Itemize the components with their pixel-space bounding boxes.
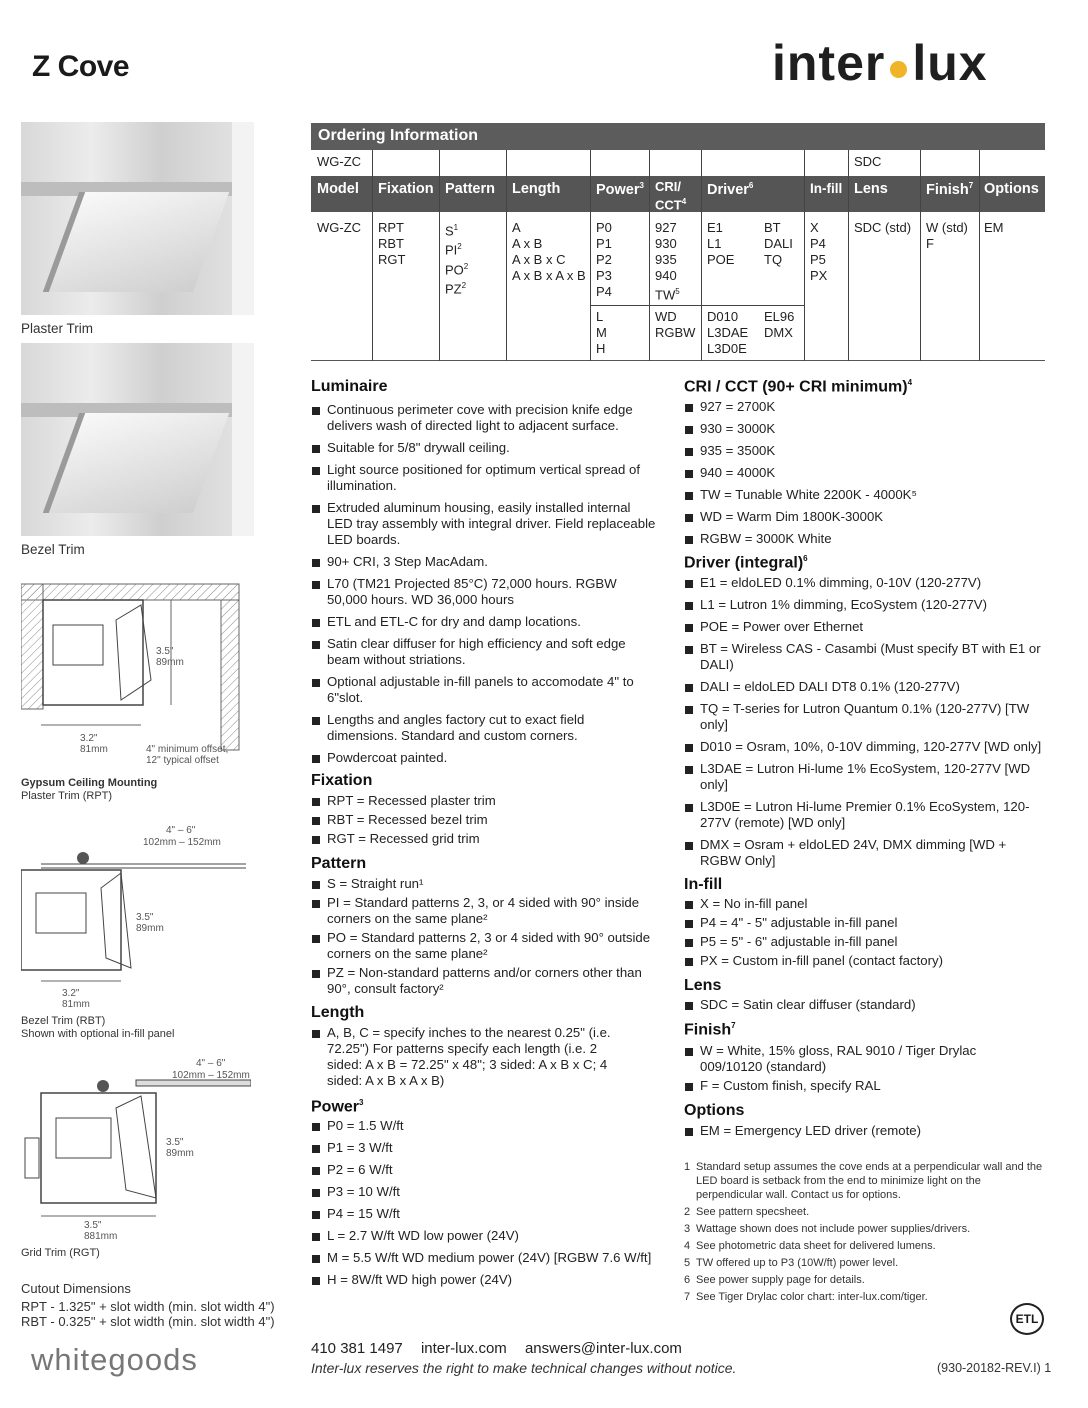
d2-top: 4" – 6": [166, 825, 196, 836]
col-driver-b: BT DALI TQ: [764, 220, 793, 267]
fixation-item: RGT = Recessed grid trim: [311, 831, 656, 847]
col-cri-low: WD RGBW: [655, 309, 696, 340]
d3-title: Grid Trim (RGT): [21, 1247, 100, 1259]
lens-prefix: SDC: [854, 154, 882, 169]
col-options: EM: [984, 220, 1004, 235]
pattern-item: PI = Standard patterns 2, 3, or 4 sided with 90° inside corners on the same plane²: [311, 895, 656, 927]
footnote-item: 2 See pattern specsheet.: [684, 1206, 810, 1218]
pattern-list: [311, 876, 656, 1000]
col-cri: 927 930 935 940 $TW^5$: [655, 220, 680, 303]
grid-trim-diagram: [21, 1078, 251, 1218]
driver-item: E1 = eldoLED 0.1% dimming, 0-10V (120-277V): [684, 575, 1049, 591]
luminaire-title: Luminaire: [311, 378, 388, 395]
lens-title: Lens: [684, 977, 722, 994]
pattern-item: PO = Standard patterns 2, 3 or 4 sided with 90° outside corners on the same plane²: [311, 930, 656, 962]
hdr-driver: Driver$^6$: [707, 181, 754, 198]
power-item: L = 2.7 W/ft WD low power (24V): [311, 1228, 656, 1244]
cri-item: 935 = 3500K: [684, 443, 1044, 459]
disclaimer: Inter-lux reserves the right to make technical changes without notice.: [311, 1360, 737, 1376]
col-model: WG-ZC: [317, 220, 362, 235]
fixation-list: [311, 793, 656, 850]
finish-item: F = Custom finish, specify RAL: [684, 1078, 1004, 1094]
bezel-trim-photo: [21, 343, 254, 536]
footnote-item: 6 See power supply page for details.: [684, 1274, 865, 1286]
finish-list: [684, 1043, 1004, 1097]
hdr-power: Power$^3$: [596, 181, 644, 198]
luminaire-item: Optional adjustable in-fill panels to accomodate 4" to 6"slot.: [311, 674, 656, 706]
logo-right-text: lux: [912, 35, 988, 91]
fixation-item: RPT = Recessed plaster trim: [311, 793, 656, 809]
length-title: Length: [311, 1004, 365, 1021]
power-item: H = 8W/ft WD high power (24V): [311, 1272, 656, 1288]
length-list: [311, 1025, 611, 1092]
luminaire-item: 90+ CRI, 3 Step MacAdam.: [311, 554, 656, 570]
d2-height: 3.5" 89mm: [136, 912, 164, 934]
fixation-title: Fixation: [311, 772, 373, 789]
d1-width: 3.2" 81mm: [80, 733, 108, 755]
length-item: A, B, C = specify inches to the nearest 0.25" (i.e. 72.25") For patterns specify each length (i.e. 2 sided: A x B = 72.25" x 48"; 3 sided: A x B x C; 4 sided: A x B x A x B): [311, 1025, 611, 1089]
driver-item: DALI = eldoLED DALI DT8 0.1% (120-277V): [684, 679, 1049, 695]
driver-title: Driver (integral)$^6$: [684, 554, 808, 572]
col-power-low: L M H: [596, 309, 607, 356]
email-link[interactable]: answers@inter-lux.com: [524, 1340, 682, 1357]
hdr-pattern: Pattern: [445, 181, 495, 197]
d2-title: Bezel Trim (RBT): [21, 1015, 106, 1027]
col-pattern: $S^1$ $PI^2$ $PO^2$ $PZ^2$: [445, 223, 469, 297]
luminaire-item: Extruded aluminum housing, easily installed internal LED tray assembly with integral driver. Field replaceable LED boards.: [311, 500, 656, 548]
plaster-trim-diagram: [21, 580, 243, 770]
contact-line: [311, 1340, 696, 1357]
luminaire-item: L70 (TM21 Projected 85°C) 72,000 hours. RGBW 50,000 hours. WD 36,000 hours: [311, 576, 656, 608]
col-finish: W (std) F: [926, 220, 968, 251]
bezel-trim-caption: Bezel Trim: [21, 542, 85, 557]
luminaire-item: Continuous perimeter cove with precision knife edge delivers wash of directed light to adjacent surface.: [311, 402, 656, 434]
d3-height: 3.5" 89mm: [166, 1137, 194, 1159]
luminaire-item: Satin clear diffuser for high efficiency and soft edge beam without striations.: [311, 636, 656, 668]
phone-number: 410 381 1497: [311, 1340, 403, 1357]
logo-left-text: inter: [772, 35, 886, 91]
power-list: [311, 1118, 656, 1294]
plaster-trim-caption: Plaster Trim: [21, 321, 94, 336]
driver-item: DMX = Osram + eldoLED 24V, DMX dimming [WD + RGBW Only]: [684, 837, 1049, 869]
finish-title: Finish$^7$: [684, 1021, 736, 1039]
model-prefix: WG-ZC: [317, 154, 362, 169]
col-length: A A x B A x B x C A x B x A x B: [512, 220, 586, 283]
col-driver-c: D010 L3DAE L3D0E: [707, 309, 749, 356]
inter-lux-logo: [772, 34, 988, 92]
cri-title: CRI / CCT (90+ CRI minimum)$^4$: [684, 378, 913, 396]
luminaire-item: Lengths and angles factory cut to exact field dimensions. Standard and custom corners.: [311, 712, 656, 744]
luminaire-item: ETL and ETL-C for dry and damp locations.: [311, 614, 656, 630]
whitegoods-brand: whitegoods: [31, 1342, 198, 1377]
col-driver-d: EL96 DMX: [764, 309, 795, 340]
power-item: M = 5.5 W/ft WD medium power (24V) [RGBW 7.6 W/ft]: [311, 1250, 656, 1266]
d1-title: Gypsum Ceiling Mounting: [21, 777, 158, 789]
cri-item: 927 = 2700K: [684, 399, 1044, 415]
col-fixation: RPT RBT RGT: [378, 220, 406, 267]
col-driver-a: E1 L1 POE: [707, 220, 735, 267]
plaster-trim-photo: [21, 122, 254, 315]
document-number: (930-20182-REV.I) 1: [937, 1361, 1052, 1375]
pattern-item: S = Straight run¹: [311, 876, 656, 892]
d3-top: 4" – 6": [196, 1058, 226, 1069]
hdr-length: Length: [512, 181, 561, 197]
driver-item: BT = Wireless CAS - Casambi (Must specify BT with E1 or DALI): [684, 641, 1049, 673]
hdr-cri: CRI/ CCT$^4$: [655, 179, 687, 213]
page-title: Z Cove: [32, 50, 130, 83]
cutout-title: Cutout Dimensions: [21, 1281, 131, 1296]
lens-item: SDC = Satin clear diffuser (standard): [684, 997, 1044, 1013]
power-item: P4 = 15 W/ft: [311, 1206, 656, 1222]
luminaire-item: Powdercoat painted.: [311, 750, 656, 766]
power-item: P1 = 3 W/ft: [311, 1140, 656, 1156]
power-item: P3 = 10 W/ft: [311, 1184, 656, 1200]
lens-list: [684, 997, 1044, 1016]
driver-item: L3DAE = Lutron Hi-lume 1% EcoSystem, 120-277V [WD only]: [684, 761, 1049, 793]
luminaire-item: Suitable for 5/8" drywall ceiling.: [311, 440, 656, 456]
infill-item: PX = Custom in-fill panel (contact factory): [684, 953, 1044, 969]
d2-top-mm: 102mm – 152mm: [143, 837, 221, 848]
driver-list: [684, 575, 1049, 875]
driver-item: L3D0E = Lutron Hi-lume Premier 0.1% EcoSystem, 120-277V (remote) [WD only]: [684, 799, 1049, 831]
power-title: Power$^3$: [311, 1098, 364, 1116]
d2-subtitle: Shown with optional in-fill panel: [21, 1028, 175, 1040]
cri-item: RGBW = 3000K White: [684, 531, 1044, 547]
pattern-item: PZ = Non-standard patterns and/or corners other than 90°, consult factory²: [311, 965, 656, 997]
hdr-infill: In-fill: [810, 181, 843, 196]
options-item: EM = Emergency LED driver (remote): [684, 1123, 1044, 1139]
bezel-trim-diagram: [21, 848, 246, 983]
d1-height: 3.5" 89mm: [156, 646, 184, 668]
hdr-lens: Lens: [854, 181, 888, 197]
fixation-item: RBT = Recessed bezel trim: [311, 812, 656, 828]
hdr-fixation: Fixation: [378, 181, 434, 197]
d3-top-mm: 102mm – 152mm: [172, 1070, 250, 1081]
infill-item: P4 = 4" - 5" adjustable in-fill panel: [684, 915, 1044, 931]
cri-item: TW = Tunable White 2200K - 4000K⁵: [684, 487, 1044, 503]
cri-item: 930 = 3000K: [684, 421, 1044, 437]
hdr-options: Options: [984, 181, 1039, 197]
luminaire-item: Light source positioned for optimum vertical spread of illumination.: [311, 462, 656, 494]
hdr-model: Model: [317, 181, 359, 197]
pattern-title: Pattern: [311, 855, 367, 872]
website-link[interactable]: inter-lux.com: [420, 1340, 507, 1357]
cutout-rpt: RPT - 1.325" + slot width (min. slot width 4"): [21, 1299, 275, 1314]
driver-item: L1 = Lutron 1% dimming, EcoSystem (120-277V): [684, 597, 1049, 613]
infill-item: P5 = 5" - 6" adjustable in-fill panel: [684, 934, 1044, 950]
infill-item: X = No in-fill panel: [684, 896, 1044, 912]
d2-width: 3.2" 81mm: [62, 988, 90, 1010]
options-list: [684, 1123, 1044, 1142]
footnotes: [684, 1160, 1044, 1307]
infill-list: [684, 896, 1044, 972]
etl-certification-mark: ETL: [1010, 1303, 1044, 1335]
d1-offset: 4" minimum offset, 12" typical offset: [146, 744, 229, 766]
col-lens: SDC (std): [854, 220, 912, 235]
finish-item: W = White, 15% gloss, RAL 9010 / Tiger Drylac 009/10120 (standard): [684, 1043, 1004, 1075]
footnote-item: 1 Standard setup assumes the cove ends at a perpendicular wall and the LED board is setback from the end to minimize light on the perpendicular wall. Contact us for options.: [684, 1161, 1043, 1201]
power-item: P0 = 1.5 W/ft: [311, 1118, 656, 1134]
footnote-item: 4 See photometric data sheet for delivered lumens.: [684, 1240, 936, 1252]
logo-dot-icon: [890, 61, 907, 78]
footnote-item: 5 TW offered up to P3 (10W/ft) power level.: [684, 1257, 899, 1269]
power-item: P2 = 6 W/ft: [311, 1162, 656, 1178]
col-power: P0 P1 P2 P3 P4: [596, 220, 612, 299]
cutout-rbt: RBT - 0.325" + slot width (min. slot width 4"): [21, 1314, 275, 1329]
luminaire-list: [311, 402, 656, 772]
col-infill: X P4 P5 PX: [810, 220, 828, 283]
infill-title: In-fill: [684, 876, 723, 893]
footnote-item: 7 See Tiger Drylac color chart: inter-lux.com/tiger.: [684, 1291, 928, 1303]
cri-item: 940 = 4000K: [684, 465, 1044, 481]
driver-item: D010 = Osram, 10%, 0-10V dimming, 120-277V [WD only]: [684, 739, 1049, 755]
options-title: Options: [684, 1102, 745, 1119]
d3-width: 3.5" 881mm: [84, 1220, 118, 1242]
ordering-table: [311, 150, 1045, 361]
driver-item: TQ = T-series for Lutron Quantum 0.1% (120-277V) [TW only]: [684, 701, 1049, 733]
footnote-item: 3 Wattage shown does not include power supplies/drivers.: [684, 1223, 971, 1235]
ordering-title: Ordering Information: [311, 123, 1045, 150]
driver-item: POE = Power over Ethernet: [684, 619, 1049, 635]
d1-subtitle: Plaster Trim (RPT): [21, 790, 113, 802]
cri-item: WD = Warm Dim 1800K-3000K: [684, 509, 1044, 525]
hdr-finish: Finish$^7$: [926, 181, 974, 198]
cri-list: [684, 399, 1044, 553]
